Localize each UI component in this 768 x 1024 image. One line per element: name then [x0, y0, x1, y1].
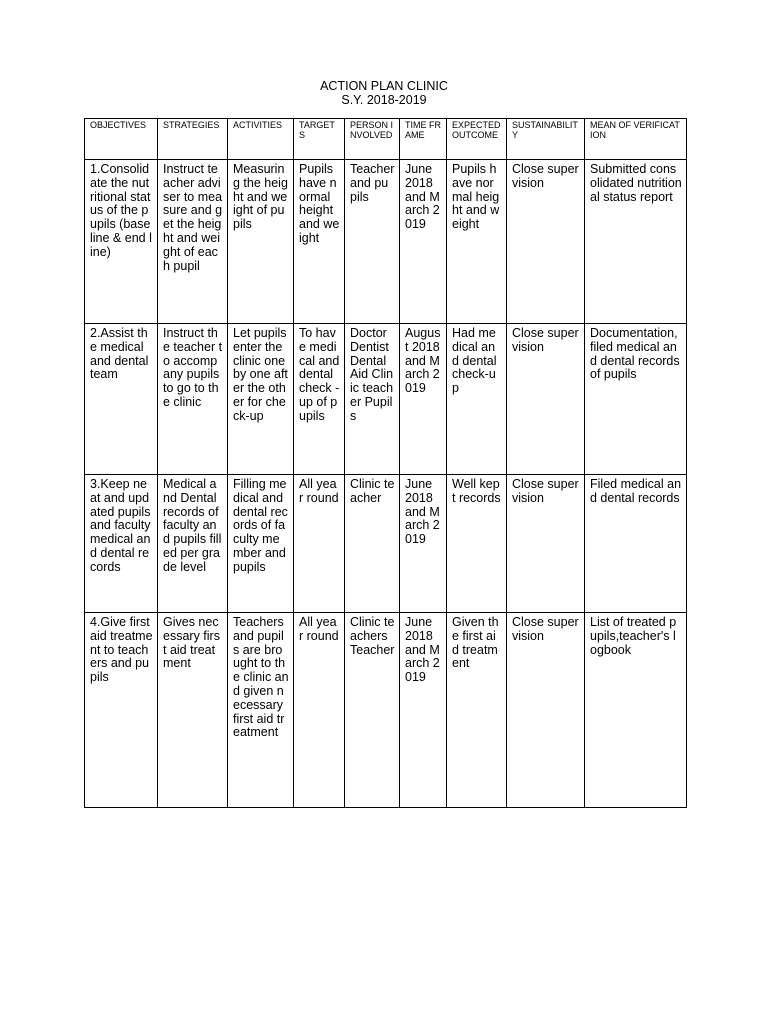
cell-person: Doctor Dentist Dental Aid Clinic teacher Pupils	[345, 324, 400, 475]
cell-verification: Filed medical and dental records	[585, 475, 687, 613]
header-objectives: OBJECTIVES	[85, 119, 158, 160]
cell-sustainability: Close supervision	[507, 613, 585, 808]
cell-outcome: Had medical and dental check-up	[447, 324, 507, 475]
table-header-row	[85, 119, 687, 160]
cell-outcome: Pupils have normal height and weight	[447, 160, 507, 324]
cell-target: Pupils have normal height and weight	[294, 160, 345, 324]
header-sustainability: SUSTAINABILITY	[507, 119, 585, 160]
cell-strategy: Medical and Dental records of faculty and pupils filled per grade level	[158, 475, 228, 613]
cell-activity: Measuring the height and weight of pupils	[228, 160, 294, 324]
cell-strategy: Instruct teacher adviser to measure and get the height and weight of each pupil	[158, 160, 228, 324]
cell-person: Teacher and pupils	[345, 160, 400, 324]
table-row	[85, 475, 687, 613]
table-row	[85, 324, 687, 475]
header-strategies: STRATEGIES	[158, 119, 228, 160]
cell-sustainability: Close supervision	[507, 475, 585, 613]
cell-verification: Submitted consolidated nutritional status report	[585, 160, 687, 324]
cell-person: Clinic teacher	[345, 475, 400, 613]
cell-outcome: Given the first aid treatment	[447, 613, 507, 808]
cell-target: To have medical and dental check -up of pupils	[294, 324, 345, 475]
cell-outcome: Well kept records	[447, 475, 507, 613]
cell-time-frame: June 2018 and March 2019	[400, 160, 447, 324]
cell-sustainability: Close supervision	[507, 324, 585, 475]
header-expected-outcome: EXPECTED OUTCOME	[447, 119, 507, 160]
cell-person: Clinic teachers Teacher	[345, 613, 400, 808]
title-line-1: ACTION PLAN CLINIC	[320, 79, 448, 93]
cell-sustainability: Close supervision	[507, 160, 585, 324]
cell-time-frame: August 2018 and March 2019	[400, 324, 447, 475]
cell-objective: 4.Give first aid treatment to teachers and pupils	[85, 613, 158, 808]
header-person-involved: PERSON INVOLVED	[345, 119, 400, 160]
title-line-2: S.Y. 2018-2019	[341, 93, 427, 107]
cell-strategy: Gives necessary first aid treatment	[158, 613, 228, 808]
header-mean-of-verification: MEAN OF VERIFICATION	[585, 119, 687, 160]
cell-verification: Documentation, filed medical and dental records of pupils	[585, 324, 687, 475]
cell-objective: 2.Assist the medical and dental team	[85, 324, 158, 475]
cell-time-frame: June 2018 and March 2019	[400, 613, 447, 808]
cell-activity: Let pupils enter the clinic one by one after the other for check-up	[228, 324, 294, 475]
cell-target: All year round	[294, 613, 345, 808]
document-title	[0, 79, 768, 107]
cell-verification: List of treated pupils,teacher's logbook	[585, 613, 687, 808]
cell-time-frame: June 2018 and March 2019	[400, 475, 447, 613]
cell-strategy: Instruct the teacher to accompany pupils to go to the clinic	[158, 324, 228, 475]
header-targets: TARGETS	[294, 119, 345, 160]
header-activities: ACTIVITIES	[228, 119, 294, 160]
cell-target: All year round	[294, 475, 345, 613]
cell-activity: Filling medical and dental records of faculty member and pupils	[228, 475, 294, 613]
table-row	[85, 613, 687, 808]
cell-objective: 3.Keep neat and updated pupils and faculty medical and dental records	[85, 475, 158, 613]
cell-objective: 1.Consolidate the nutritional status of the pupils (baseline & end line)	[85, 160, 158, 324]
action-plan-table	[84, 118, 687, 808]
header-time-frame: TIME FRAME	[400, 119, 447, 160]
cell-activity: Teachers and pupils are brought to the clinic and given necessary first aid treatment	[228, 613, 294, 808]
table-row	[85, 160, 687, 324]
